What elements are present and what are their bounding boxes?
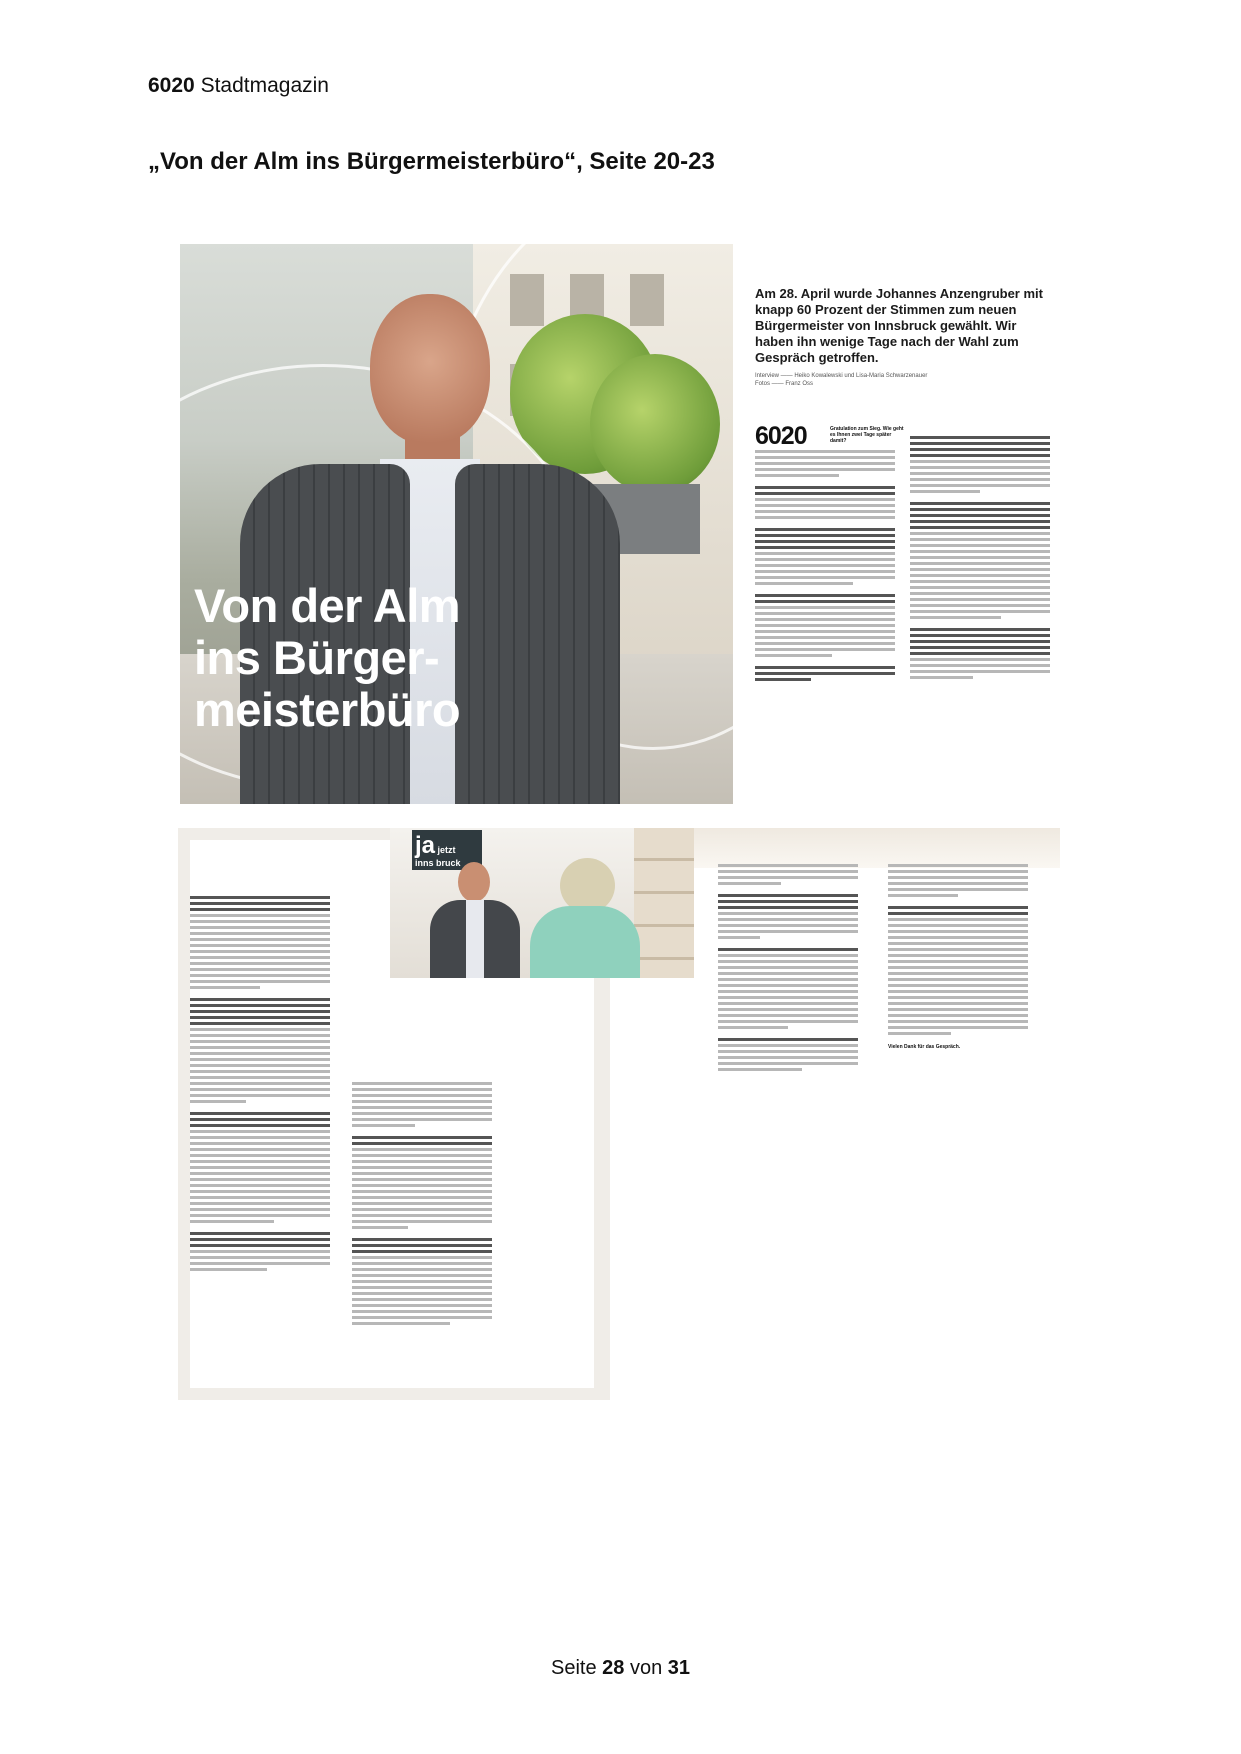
document-header: [148, 74, 329, 98]
sign-jetzt: jetzt: [437, 845, 456, 855]
jacket-right: [455, 464, 620, 804]
page-footer: [0, 1657, 1241, 1680]
credit-line: Interview —— Heiko Kowalewski und Lisa-Maria Schwarzenauer: [755, 373, 928, 379]
total-pages: 31: [667, 1657, 691, 1679]
woman-cardigan: [530, 906, 640, 978]
footer-middle: von: [629, 1657, 663, 1679]
magazine-spread-1: [180, 244, 1064, 804]
sign-inns: inns: [415, 858, 434, 868]
woman-figure: [530, 858, 640, 978]
headline-line: ins Bürger-: [194, 631, 440, 684]
text-column-6: [888, 864, 1028, 1050]
text-column-1: [755, 450, 895, 684]
headline-line: meisterbüro: [194, 683, 461, 736]
article-credits: [755, 372, 927, 388]
man-figure: [430, 862, 520, 978]
brand-number: 6020: [148, 74, 195, 97]
current-page: 28: [602, 1657, 625, 1679]
sign-bruck: bruck: [436, 858, 461, 868]
cover-photo: [180, 244, 733, 804]
handshake-photo: [390, 828, 694, 978]
man-shirt: [466, 900, 484, 978]
article-reference-title: „Von der Alm ins Bürgermeisterbüro“, Seite 20-23: [148, 148, 715, 175]
headline-line: Von der Alm: [194, 579, 461, 632]
magazine-logo: 6020: [755, 422, 807, 450]
sign-ja: ja: [415, 832, 436, 859]
text-column-3: [190, 896, 330, 1274]
magazine-spread-2: [178, 828, 1060, 1400]
article-intro: Am 28. April wurde Johannes Anzengruber mit knapp 60 Prozent der Stimmen zum neuen Bürgermeister von Innsbruck gewählt. Wir haben ihn wenige Tage nach der Wahl zum Gespräch getroffen.: [755, 286, 1043, 365]
credit-line: Fotos —— Franz Oss: [755, 381, 814, 387]
woman-hair: [560, 858, 615, 913]
brand-name: Stadtmagazin: [200, 74, 329, 97]
head: [370, 294, 490, 444]
man-head: [458, 862, 490, 902]
article-headline: [194, 580, 460, 736]
text-column-5: [718, 864, 858, 1074]
text-column-4: [352, 1082, 492, 1328]
bookshelf: [634, 828, 694, 978]
first-question: Gratulation zum Sieg. Wie geht es Ihnen zwei Tage später damit?: [830, 426, 904, 444]
footer-prefix: Seite: [550, 1657, 597, 1679]
text-column-2: [910, 436, 1050, 682]
closing-line: Vielen Dank für das Gespräch.: [888, 1044, 961, 1050]
